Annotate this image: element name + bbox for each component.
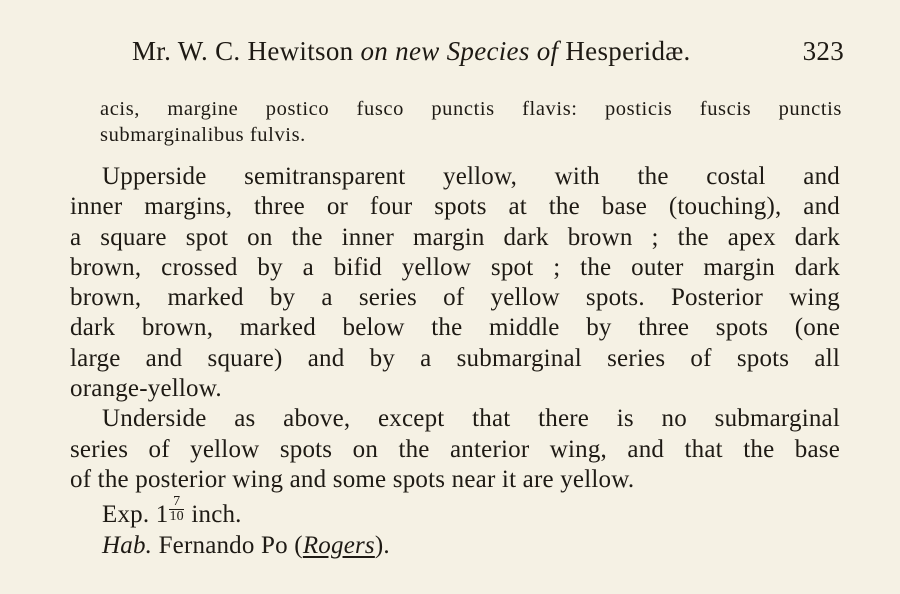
expanse-line <box>70 495 840 530</box>
fraction-numerator: 7 <box>169 495 183 510</box>
fraction-denominator: 10 <box>169 509 184 525</box>
expanse-suffix: inch. <box>191 501 242 529</box>
habitat-close: ). <box>374 531 390 559</box>
underside-line-2: series of yellow spots on the anterior wing, and that the base <box>70 435 840 463</box>
expanse-prefix: Exp. 1 <box>102 501 169 529</box>
header-author: Mr. W. C. Hewitson <box>132 36 354 66</box>
habitat-locality: Fernando Po ( <box>158 531 303 559</box>
latin-description <box>100 96 842 148</box>
upperside-line-3: a square spot on the inner margin dark brown ; the apex dark <box>70 223 840 251</box>
upperside-line-7: large and square) and by a submarginal series of spots all <box>70 344 840 372</box>
underside-line-3: of the posterior wing and some spots near it are yellow. <box>70 465 635 493</box>
upperside-line-5: brown, marked by a series of yellow spots. Posterior wing <box>70 284 840 312</box>
page-number: 323 <box>802 36 844 66</box>
header-on-new-species: on new Species of <box>360 36 559 66</box>
latin-line-2: submarginalibus fulvis. <box>100 124 306 146</box>
upperside-line-1: Upperside semitransparent yellow, with the costal and <box>102 163 840 190</box>
species-description <box>70 162 840 561</box>
underside-line-1: Underside as above, except that there is no submarginal <box>102 405 840 433</box>
habitat-line <box>70 531 840 561</box>
upperside-line-8: orange-yellow. <box>70 375 222 403</box>
expanse-fraction <box>169 495 183 524</box>
latin-line-1: acis, margine postico fusco punctis flavis: posticis fuscis punctis <box>100 98 842 120</box>
upperside-line-4: brown, crossed by a bifid yellow spot ; the outer margin dark <box>70 253 840 281</box>
header-family: Hesperidæ. <box>565 36 691 66</box>
running-header <box>132 36 844 67</box>
habitat-collector: Rogers <box>302 531 375 559</box>
habitat-label: Hab. <box>102 531 153 559</box>
upperside-line-6: dark brown, marked below the middle by three spots (one <box>70 314 840 342</box>
upperside-line-2: inner margins, three or four spots at the base (touching), and <box>70 193 840 221</box>
